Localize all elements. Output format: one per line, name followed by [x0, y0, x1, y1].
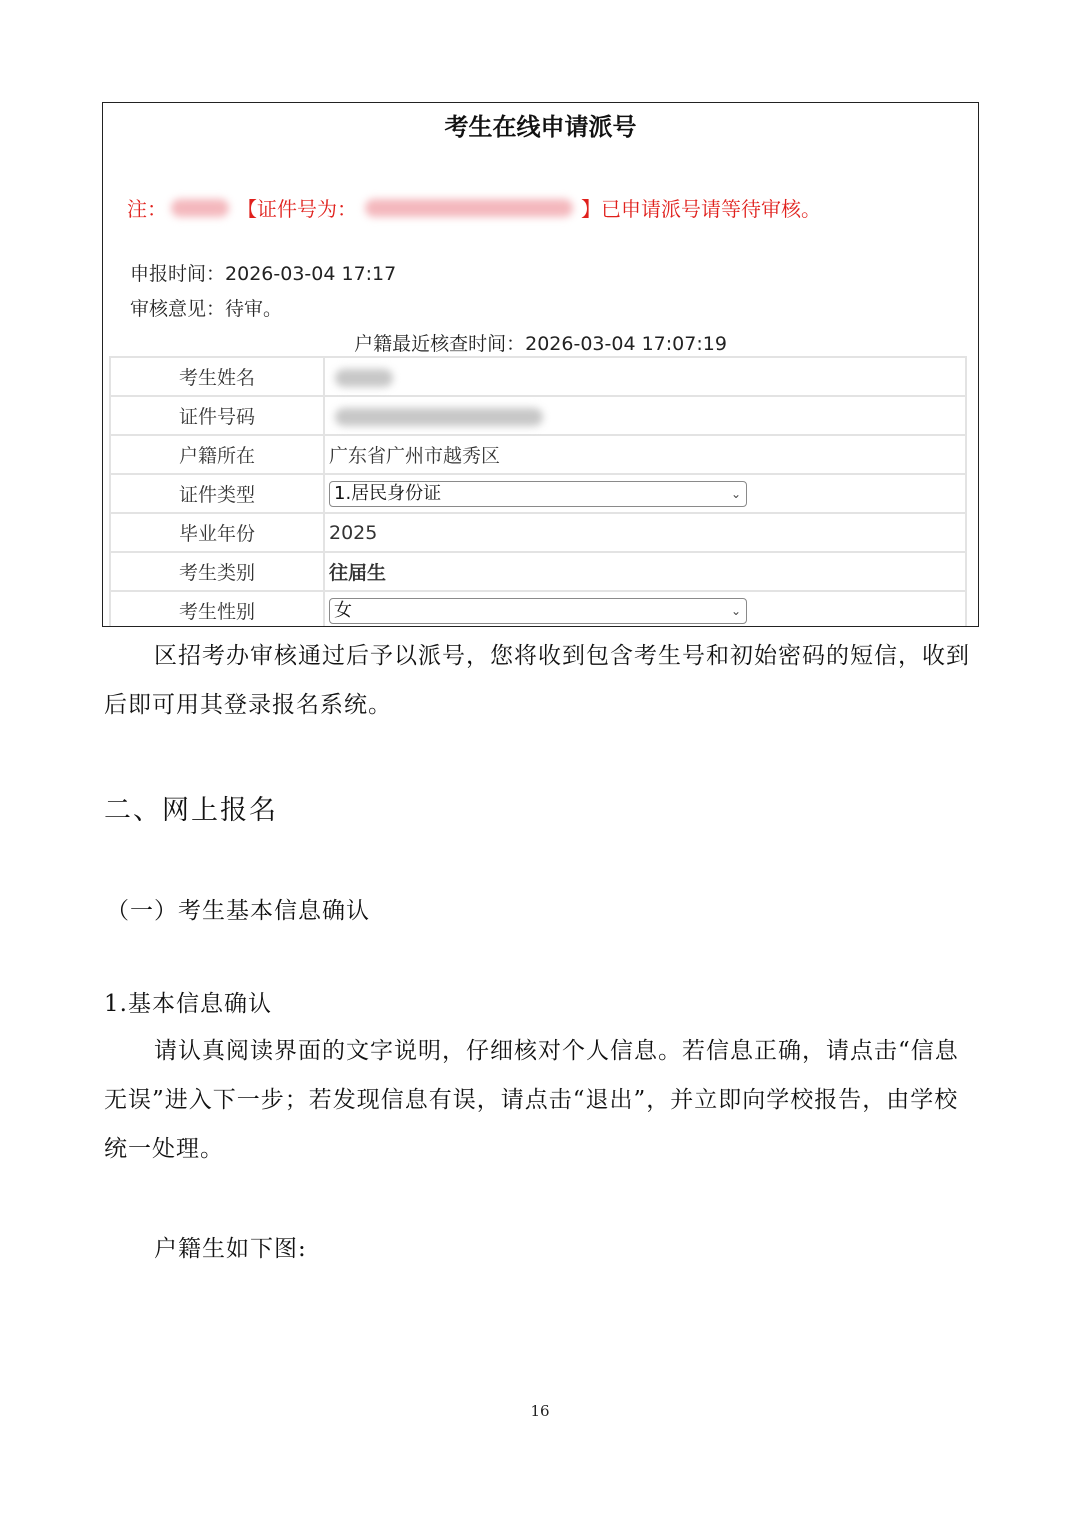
field-label-hukou: 户籍所在	[110, 435, 324, 474]
paragraph-dispatch-info: 区招考办审核通过后予以派号，您将收到包含考生号和初始密码的短信，收到后即可用其登录报名系统。	[104, 643, 970, 718]
note-suffix: 】已申请派号请等待审核。	[581, 197, 821, 221]
gender-select[interactable]	[329, 598, 747, 624]
note-prefix: 注：	[127, 197, 167, 221]
application-note	[127, 193, 821, 222]
table-row	[110, 591, 966, 627]
table-row	[110, 474, 966, 513]
chevron-down-icon: ⌄	[730, 603, 741, 618]
chevron-down-icon: ⌄	[730, 486, 741, 501]
review-value: 待审。	[225, 298, 283, 320]
field-value-category: 往届生	[324, 552, 966, 591]
note-id-label: 【证件号为：	[237, 197, 357, 221]
student-info-table	[109, 356, 967, 627]
subsection-heading-basic-info: （一）考生基本信息确认	[106, 898, 370, 924]
field-label-id-type: 证件类型	[110, 474, 324, 513]
paragraph-confirm-instructions: 请认真阅读界面的文字说明，仔细核对个人信息。若信息正确，请点击“信息无误”进入下一步；若发现信息有误，请点击“退出”，并立即向学校报告，由学校统一处理。	[104, 1038, 959, 1162]
field-value-id	[324, 396, 966, 435]
apply-time	[130, 259, 396, 286]
review-opinion	[130, 294, 282, 321]
review-label: 审核意见：	[130, 298, 226, 320]
redacted-student-id	[335, 408, 543, 426]
apply-time-value: 2026-03-04 17:17	[225, 263, 397, 285]
table-row	[110, 357, 966, 396]
paragraph-hukou-figure-intro: 户籍生如下图:	[154, 1236, 307, 1262]
field-value-grad-year: 2025	[324, 513, 966, 552]
id-type-select[interactable]	[329, 481, 747, 507]
table-row	[110, 513, 966, 552]
field-label-gender: 考生性别	[110, 591, 324, 627]
field-label-id: 证件号码	[110, 396, 324, 435]
apply-time-label: 申报时间：	[130, 263, 226, 285]
field-label-category: 考生类别	[110, 552, 324, 591]
redacted-name	[171, 199, 229, 217]
hukou-check-value: 2026-03-04 17:07:19	[525, 333, 727, 355]
field-label-name: 考生姓名	[110, 357, 324, 396]
hukou-check-label: 户籍最近核查时间：	[354, 333, 526, 355]
hukou-check-time	[103, 329, 978, 356]
screenshot-title: 考生在线申请派号	[444, 113, 637, 141]
gender-selected: 女	[334, 599, 352, 621]
table-row	[110, 552, 966, 591]
table-row	[110, 396, 966, 435]
field-value-hukou: 广东省广州市越秀区	[324, 435, 966, 474]
item-heading-basic-info-confirm: 1.基本信息确认	[104, 991, 272, 1017]
application-screenshot	[102, 102, 979, 627]
field-value-name	[324, 357, 966, 396]
page-number: 16	[530, 1402, 550, 1420]
id-type-selected: 1.居民身份证	[334, 482, 442, 504]
field-label-grad-year: 毕业年份	[110, 513, 324, 552]
table-row	[110, 435, 966, 474]
redacted-student-name	[335, 369, 393, 387]
redacted-id-number	[365, 199, 573, 217]
section-heading-online-registration: 二、网上报名	[104, 795, 278, 826]
